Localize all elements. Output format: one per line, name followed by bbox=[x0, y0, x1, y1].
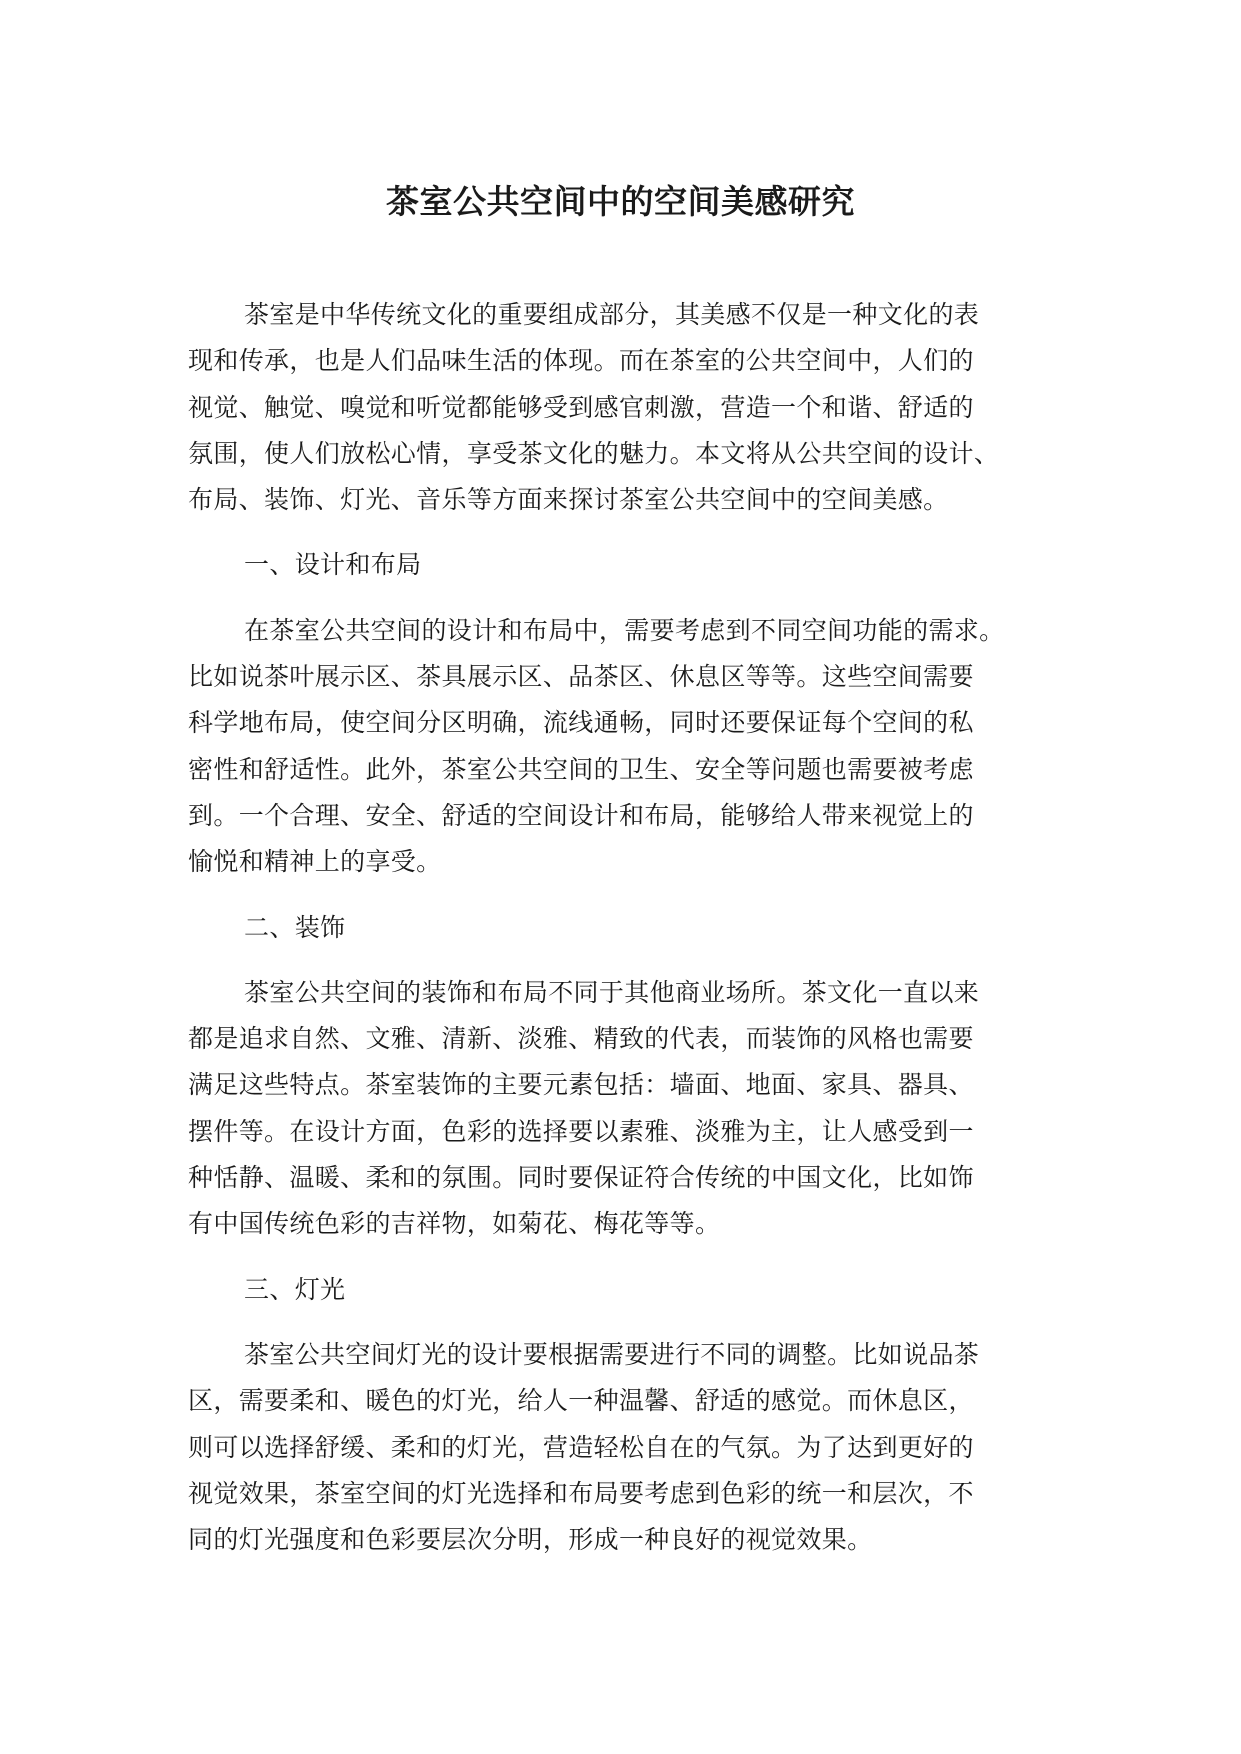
paragraph-line: 到。一个合理、安全、舒适的空间设计和布局，能够给人带来视觉上的 bbox=[188, 800, 974, 830]
document-body bbox=[188, 292, 1068, 1582]
paragraph-line: 有中国传统色彩的吉祥物，如菊花、梅花等等。 bbox=[188, 1209, 721, 1239]
paragraph-line: 氛围，使人们放松心情，享受茶文化的魅力。本文将从公共空间的设计、 bbox=[188, 438, 1000, 468]
paragraph-line: 比如说茶叶展示区、茶具展示区、品茶区、休息区等等。这些空间需要 bbox=[188, 662, 974, 692]
section-heading-lighting: 三、灯光 bbox=[244, 1274, 346, 1304]
section-paragraph-decoration bbox=[188, 970, 1068, 1248]
paragraph-line: 视觉、触觉、嗅觉和听觉都能够受到感官刺激，营造一个和谐、舒适的 bbox=[188, 392, 974, 422]
paragraph-line: 茶室公共空间灯光的设计要根据需要进行不同的调整。比如说品茶 bbox=[244, 1339, 980, 1369]
section-paragraph-design-layout bbox=[188, 608, 1068, 886]
paragraph-line: 都是追求自然、文雅、清新、淡雅、精致的代表，而装饰的风格也需要 bbox=[188, 1024, 974, 1054]
paragraph-line: 科学地布局，使空间分区明确，流线通畅，同时还要保证每个空间的私 bbox=[188, 708, 974, 738]
paragraph-line: 愉悦和精神上的享受。 bbox=[188, 847, 442, 877]
section-heading-decoration: 二、装饰 bbox=[244, 912, 346, 942]
section-heading-design-layout: 一、设计和布局 bbox=[244, 550, 422, 580]
paragraph-line: 茶室是中华传统文化的重要组成部分，其美感不仅是一种文化的表 bbox=[244, 300, 980, 329]
paragraph-line: 茶室公共空间的装饰和布局不同于其他商业场所。茶文化一直以来 bbox=[244, 977, 980, 1007]
paragraph-line: 摆件等。在设计方面，色彩的选择要以素雅、淡雅为主，让人感受到一 bbox=[188, 1116, 974, 1146]
paragraph-line: 同的灯光强度和色彩要层次分明，形成一种良好的视觉效果。 bbox=[188, 1525, 873, 1555]
document-title: 茶室公共空间中的空间美感研究 bbox=[386, 182, 855, 221]
paragraph-line: 密性和舒适性。此外，茶室公共空间的卫生、安全等问题也需要被考虑 bbox=[188, 754, 974, 784]
section-paragraph-lighting bbox=[188, 1332, 1068, 1563]
paragraph-line: 视觉效果，茶室空间的灯光选择和布局要考虑到色彩的统一和层次，不 bbox=[188, 1478, 974, 1508]
paragraph-line: 现和传承，也是人们品味生活的体现。而在茶室的公共空间中，人们的 bbox=[188, 346, 974, 376]
paragraph-line: 区，需要柔和、暖色的灯光，给人一种温馨、舒适的感觉。而休息区， bbox=[188, 1386, 974, 1416]
paragraph-line: 则可以选择舒缓、柔和的灯光，营造轻松自在的气氛。为了达到更好的 bbox=[188, 1432, 974, 1462]
paragraph-line: 满足这些特点。茶室装饰的主要元素包括：墙面、地面、家具、器具、 bbox=[188, 1070, 974, 1100]
paragraph-line: 种恬静、温暖、柔和的氛围。同时要保证符合传统的中国文化，比如饰 bbox=[188, 1163, 974, 1193]
intro-paragraph bbox=[188, 292, 1068, 523]
paragraph-line: 布局、装饰、灯光、音乐等方面来探讨茶室公共空间中的空间美感。 bbox=[188, 485, 949, 515]
paragraph-line: 在茶室公共空间的设计和布局中，需要考虑到不同空间功能的需求。 bbox=[244, 615, 1005, 645]
